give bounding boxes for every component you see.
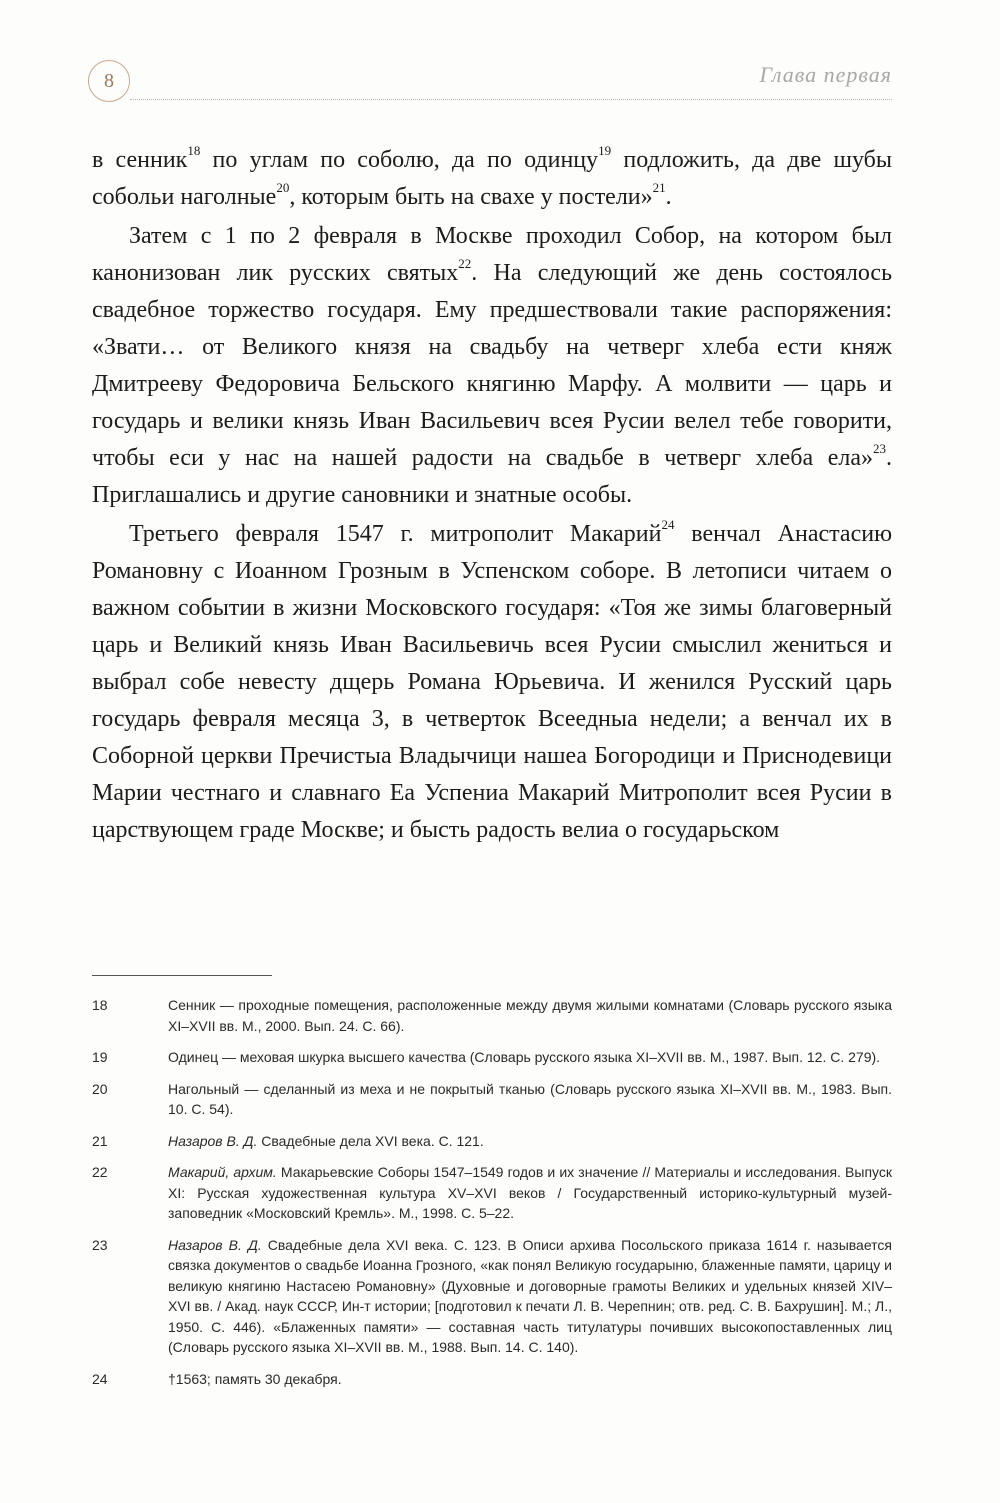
text-run: в сенник (92, 147, 188, 173)
footnote (92, 995, 892, 1036)
page-number: 8 (88, 60, 130, 102)
footnote-number: 22 (92, 1164, 108, 1180)
author-name: Назаров В. Д. (168, 1132, 258, 1149)
footnote-number: 21 (92, 1132, 108, 1149)
footnote (92, 1079, 892, 1120)
footnote (92, 1369, 892, 1390)
paragraph (92, 142, 892, 216)
footnote-text (168, 1162, 892, 1224)
footnote-ref[interactable]: 21 (652, 180, 666, 195)
text-run: Одинец — меховая шкурка высшего качества (Словарь русского языка XI–XVII вв. М., 1987. Вып. 12. С. 279). (168, 1049, 881, 1065)
footnote-number: 23 (92, 1236, 108, 1253)
text-run: , которым быть на свахе у постели» (289, 184, 653, 210)
footnote-ref[interactable]: 18 (187, 143, 201, 158)
text-run: Третьего февраля 1547 г. митрополит Макарий (129, 521, 662, 547)
footnote-text (168, 995, 892, 1036)
main-text (92, 142, 892, 849)
text-run: подложить, да две шубы собольи наголные (92, 147, 893, 210)
footnote-text (168, 1369, 892, 1390)
text-run: †1563; память 30 декабря. (168, 1370, 342, 1387)
text-run: Затем с 1 по 2 февраля в Москве проходил Собор, на котором был канонизован лик русских святых (92, 223, 892, 286)
text-run: Свадебные дела XVI века. С. 121. (257, 1132, 484, 1149)
paragraph (92, 218, 892, 514)
text-run: . Приглашались и другие сановники и знатные особы. (92, 445, 892, 508)
text-run: Свадебные дела XVI века. С. 123. В Описи архива Посольского приказа 1614 г. называется связка документов о свадьбе Иоанна Грозного, «как понял Великую государыню, блаженные памяти, царицу и великую княгиню Настасею Романовну» (Духовные и договорные грамоты Великих и удельных князей XIV–XVI вв. / Акад. наук СССР, Ин-т истории; [подготовил к печати Л. В. Черепнин; отв. ред. С. В. Бахрушин]. М.; Л., 1950. С. 446). «Блаженных памяти» — составная часть титулатуры почивших высокопоставленных лиц (Словарь русского языка XI–XVII вв. М., 1988. Вып. 14. С. 140). (168, 1236, 892, 1355)
footnote (92, 1162, 892, 1224)
chapter-title: Глава первая (759, 62, 892, 87)
text-run: Нагольный — сделанный из меха и не покрытый тканью (Словарь русского языка XI–XVII вв. М., 1983. Вып. 10. С. 54). (168, 1080, 892, 1117)
footnote-number: 24 (92, 1370, 108, 1387)
text-run: Сенник — проходные помещения, расположенные между двумя жилыми комнатами (Словарь русского языка XI–XVII вв. М., 2000. Вып. 24. С. 66). (168, 997, 892, 1034)
text-run: . На следующий же день состоялось свадебное торжество государя. Ему предшествовали такие распоряжения: «Звати… от Великого князя на свадьбу на четверг хлеба ести княж Дмитрееву Федоровича Бельского княгиню Марфу. А молвити — царь и государь и велики князь Иван Васильевич всея Русии велел тебе говорити, чтобы еси у нас на нашей радости на свадьбе в четверг хлеба ела» (92, 260, 893, 471)
footnote-divider (92, 975, 272, 976)
footnote-ref[interactable]: 19 (598, 143, 612, 158)
text-run: Макарьевские Соборы 1547–1549 годов и их значение // Материалы и исследования. Выпуск XI: Русская художественная культура XV–XVI веков / Государственный историко-культурный музей-заповедник «Московский Кремль». М., 1998. С. 5–22. (168, 1164, 892, 1221)
footnote-text (168, 1131, 892, 1152)
footnote-ref[interactable]: 20 (276, 180, 290, 195)
footnote-number: 19 (92, 1049, 108, 1065)
footnote (92, 1047, 892, 1068)
page-header (0, 0, 1000, 110)
footnote-ref[interactable]: 23 (873, 441, 886, 456)
author-name: Макарий, архим. (168, 1164, 277, 1180)
footnote-text (168, 1235, 892, 1358)
paragraph (92, 516, 892, 849)
footnote (92, 1235, 892, 1358)
author-name: Назаров В. Д. (168, 1236, 262, 1253)
footnotes (92, 995, 892, 1400)
footnote-number: 20 (92, 1080, 108, 1097)
footnote-ref[interactable]: 22 (458, 256, 472, 271)
footnote-ref[interactable]: 24 (661, 517, 675, 532)
text-run: . (665, 184, 672, 210)
text-run: по углам по соболю, да по одинцу (200, 147, 599, 173)
header-divider (130, 99, 892, 100)
footnote (92, 1131, 892, 1152)
footnote-text (168, 1047, 892, 1068)
footnote-text (168, 1079, 892, 1120)
text-run: венчал Анастасию Романовну с Иоанном Грозным в Успенском соборе. В летописи читаем о важном событии в жизни Московского государя: «Тоя же зимы благоверный царь и Великий князь Иван Васильевичь всея Русии смыслил жениться и выбрал собе невесту дщерь Романа Юрьевича. И женился Русский царь государь февраля месяца 3, в четверток Всеедныа недели; а венчал их в Соборной церкви Пречистыа Владычици нашеа Богородици и Приснодевици Марии честнаго и славнаго Еа Успениа Макарий Митрополит всея Русии в царствующем граде Москве; и бысть радость велиа о государьском (92, 521, 893, 843)
footnote-number: 18 (92, 997, 108, 1013)
